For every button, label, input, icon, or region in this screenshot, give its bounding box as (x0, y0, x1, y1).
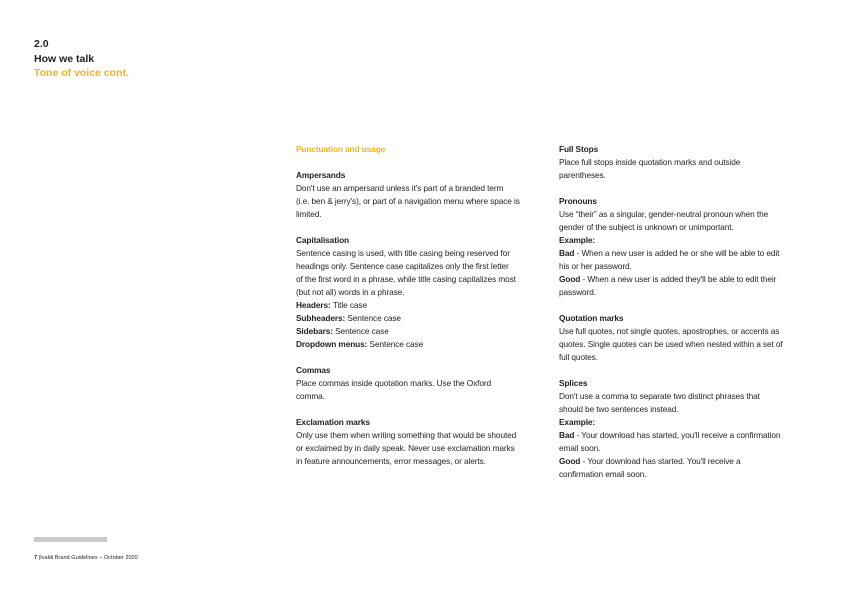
pronouns-bad-example (559, 247, 811, 260)
splices-example-label: Example: (559, 417, 596, 427)
footer-text: |Ivaldi Brand Guidelines – October 2020 (37, 555, 138, 561)
bad-label: Bad (559, 430, 575, 440)
page-header (34, 37, 129, 81)
splices-good-text-2: confirmation email soon. (559, 469, 647, 479)
pronouns-example-label: Example: (559, 235, 596, 245)
splices-text-1: Don't use a comma to separate two distinct phrases that (559, 391, 760, 401)
pronouns-block (559, 195, 811, 299)
capitalisation-text-1: Sentence casing is used, with title casing being reserved for (296, 248, 510, 258)
good-label: Good (559, 274, 581, 284)
commas-heading: Commas (296, 365, 331, 375)
good-label: Good (559, 456, 581, 466)
splices-text-2: should be two sentences instead. (559, 404, 679, 414)
exclamation-text-3: in feature announcements, error messages, or alerts. (296, 456, 486, 466)
pronouns-text-2: gender of the subject is unknown or unimportant. (559, 222, 734, 232)
exclamation-text-1: Only use them when writing something that would be shouted (296, 430, 517, 440)
commas-block (296, 364, 550, 403)
right-column (559, 143, 811, 494)
splices-heading: Splices (559, 378, 588, 388)
sidebars-label: Sidebars: (296, 326, 333, 336)
sidebars-rule (296, 325, 550, 338)
section-title: Punctuation and usage (296, 144, 386, 154)
quotation-heading: Quotation marks (559, 313, 624, 323)
quotation-text-3: full quotes. (559, 352, 598, 362)
left-column (296, 143, 550, 481)
splices-bad-text-2: email soon. (559, 443, 601, 453)
page-footer (34, 554, 138, 562)
commas-text-2: comma. (296, 391, 325, 401)
pronouns-good-text-2: password. (559, 287, 596, 297)
splices-good-example (559, 455, 811, 468)
commas-text-1: Place commas inside quotation marks. Use the Oxford (296, 378, 492, 388)
full-stops-text-2: parentheses. (559, 170, 606, 180)
good-text-1: - Your download has started. You'll receive a (580, 456, 741, 466)
headers-value: Title case (330, 300, 367, 310)
quotation-text-1: Use full quotes, not single quotes, apostrophes, or accents as (559, 326, 780, 336)
dropdown-label: Dropdown menus: (296, 339, 368, 349)
good-text-1: - When a new user is added they'll be able to edit their (580, 274, 777, 284)
full-stops-block (559, 143, 811, 182)
quotation-block (559, 312, 811, 364)
subheaders-rule (296, 312, 550, 325)
pronouns-good-example (559, 273, 811, 286)
splices-block (559, 377, 811, 481)
sidebars-value: Sentence case (332, 326, 389, 336)
bad-text-1: - Your download has started, you'll receive a confirmation (574, 430, 781, 440)
page-number: 7 (34, 555, 38, 561)
dropdown-rule (296, 338, 550, 351)
capitalisation-heading: Capitalisation (296, 235, 349, 245)
exclamation-text-2: or exclaimed by in daily speak. Never use exclamation marks (296, 443, 515, 453)
splices-bad-example (559, 429, 811, 442)
page-subtitle: Tone of voice cont. (34, 67, 129, 79)
subheaders-label: Subheaders: (296, 313, 346, 323)
capitalisation-text-3: of the first word in a phrase, while title casing capitalizes most (296, 274, 516, 284)
capitalisation-text-4: (but not all) words in a phrase. (296, 287, 405, 297)
headers-rule (296, 299, 550, 312)
subheaders-value: Sentence case (345, 313, 401, 323)
footer-divider (34, 537, 107, 542)
ampersands-text-2: (i.e. ben & jerry's), or part of a navigation menu where space is (296, 196, 520, 206)
bad-label: Bad (559, 248, 575, 258)
bad-text-1: - When a new user is added he or she will be able to edit (574, 248, 780, 258)
capitalisation-block (296, 234, 550, 351)
ampersands-text-3: limited. (296, 209, 322, 219)
pronouns-heading: Pronouns (559, 196, 597, 206)
page-title: How we talk (34, 52, 95, 65)
full-stops-heading: Full Stops (559, 144, 599, 154)
dropdown-value: Sentence case (367, 339, 424, 349)
exclamation-block (296, 416, 550, 468)
headers-label: Headers: (296, 300, 331, 310)
pronouns-text-1: Use “their” as a singular, gender-neutral pronoun when the (559, 209, 769, 219)
exclamation-heading: Exclamation marks (296, 417, 370, 427)
quotation-text-2: quotes. Single quotes can be used when nested within a set of (559, 339, 783, 349)
ampersands-block (296, 169, 550, 221)
capitalisation-text-2: headings only. Sentence case capitalizes only the first letter (296, 261, 509, 271)
ampersands-heading: Ampersands (296, 170, 346, 180)
section-number: 2.0 (34, 38, 49, 50)
full-stops-text-1: Place full stops inside quotation marks and outside (559, 157, 741, 167)
ampersands-text-1: Don't use an ampersand unless it's part of a branded term (296, 183, 504, 193)
pronouns-bad-text-2: his or her password. (559, 261, 632, 271)
